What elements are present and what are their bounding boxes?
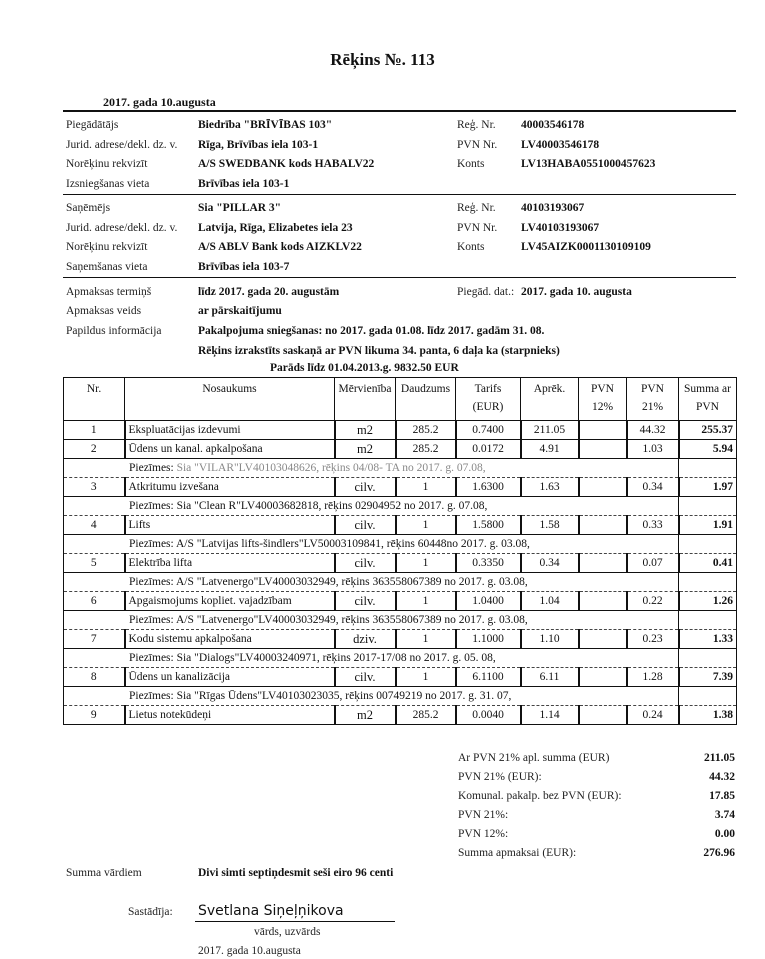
item-pvn12 (579, 630, 627, 649)
prepared-by-label: Sastādīja: (128, 906, 173, 918)
invoice-date: 2017. gada 10.augusta (103, 95, 216, 109)
item-tariff: 1.6300 (456, 478, 521, 497)
supplier-label: Piegādātājs (66, 119, 119, 131)
amount-words-value: Divi simti septiņdesmit seši eiro 96 centi (198, 867, 394, 879)
delivery-date-value: 2017. gada 10. augusta (521, 286, 632, 298)
item-tariff: 6.1100 (456, 668, 521, 687)
note-total-empty (679, 649, 737, 668)
item-calc: 1.63 (521, 478, 579, 497)
table-note-row (64, 573, 737, 592)
note-prefix: Piezīmes: (129, 651, 174, 664)
item-pvn21: 0.22 (627, 592, 679, 611)
recipient-value: Sia "PILLAR 3" (198, 202, 282, 214)
item-calc: 1.14 (521, 706, 579, 725)
table-note-row (64, 497, 737, 516)
item-pvn21: 1.03 (627, 440, 679, 459)
item-pvn12 (579, 478, 627, 497)
signature-date: 2017. gada 10.augusta (198, 945, 301, 957)
supplier-account-label: Konts (457, 158, 485, 170)
item-pvn12 (579, 592, 627, 611)
col-header-nr: Nr. (64, 378, 125, 421)
item-pvn12 (579, 668, 627, 687)
recipient-reg-label: Reģ. Nr. (457, 202, 496, 214)
signature-line (195, 921, 395, 922)
item-note (64, 573, 679, 592)
divider (63, 194, 736, 195)
item-note (64, 535, 679, 554)
col-header-name: Nosaukums (125, 378, 335, 421)
table-body (64, 421, 737, 725)
table-header-row (64, 378, 737, 421)
item-qty: 1 (396, 516, 456, 535)
note-total-empty (679, 535, 737, 554)
item-total: 1.26 (679, 592, 737, 611)
recipient-account-label: Konts (457, 241, 485, 253)
total-label: PVN 21% (EUR): (458, 771, 542, 783)
additional-info-line1: Pakalpojuma sniegšanas: no 2017. gada 01.08. līdz 2017. gadām 31. 08. (198, 325, 545, 337)
supplier-address-label: Jurid. adrese/dekl. dz. v. (66, 139, 178, 151)
item-unit: cilv. (335, 516, 396, 535)
amount-words-label: Summa vārdiem (66, 867, 142, 879)
note-prefix: Piezīmes: (129, 461, 174, 474)
item-note (64, 497, 679, 516)
item-qty: 1 (396, 554, 456, 573)
col-header-calc: Aprēk. (521, 378, 579, 421)
item-tariff: 0.3350 (456, 554, 521, 573)
item-name: Ūdens un kanalizācija (125, 668, 335, 687)
col-header-tariff: Tarifs (EUR) (456, 378, 521, 421)
item-note (64, 611, 679, 630)
note-total-empty (679, 611, 737, 630)
delivery-date-label: Piegād. dat.: (457, 286, 515, 298)
total-value: 211.05 (704, 752, 735, 764)
signature-caption: vārds, uzvārds (254, 926, 321, 938)
col-header-qty: Daudzums (396, 378, 456, 421)
item-total: 255.37 (679, 421, 737, 440)
supplier-bank-value: A/S SWEDBANK kods HABALV22 (198, 158, 375, 170)
note-total-empty (679, 459, 737, 478)
item-qty: 285.2 (396, 421, 456, 440)
total-value: 0.00 (714, 828, 735, 840)
note-text: Sia "Rīgas Ūdens"LV40103023035, rēķins 00749219 no 2017. g. 31. 07, (173, 689, 512, 702)
item-tariff: 0.0040 (456, 706, 521, 725)
table-row (64, 554, 737, 573)
item-total: 1.91 (679, 516, 737, 535)
item-tariff: 0.7400 (456, 421, 521, 440)
item-pvn21: 0.34 (627, 478, 679, 497)
recipient-reg-value: 40103193067 (521, 202, 585, 214)
item-calc: 0.34 (521, 554, 579, 573)
invoice-title: Rēķins №. 113 (330, 50, 435, 69)
item-pvn12 (579, 421, 627, 440)
item-nr: 7 (64, 630, 125, 649)
recipient-address-label: Jurid. adrese/dekl. dz. v. (66, 222, 178, 234)
item-pvn12 (579, 516, 627, 535)
item-calc: 6.11 (521, 668, 579, 687)
item-name: Lifts (125, 516, 335, 535)
item-pvn21: 0.07 (627, 554, 679, 573)
total-label: Komunal. pakalp. bez PVN (EUR): (458, 790, 622, 802)
item-tariff: 1.0400 (456, 592, 521, 611)
item-name: Apgaismojums kopliet. vajadzībam (125, 592, 335, 611)
item-total: 1.33 (679, 630, 737, 649)
note-prefix: Piezīmes: (129, 613, 174, 626)
item-name: Atkritumu izvešana (125, 478, 335, 497)
recipient-vat-value: LV40103193067 (521, 222, 600, 234)
prepared-by-name: Svetlana Siņeļņikova (198, 903, 344, 919)
item-pvn21: 1.28 (627, 668, 679, 687)
item-tariff: 1.1000 (456, 630, 521, 649)
recipient-vat-label: PVN Nr. (457, 222, 498, 234)
note-prefix: Piezīmes: (129, 575, 174, 588)
item-pvn21: 44.32 (627, 421, 679, 440)
item-name: Ūdens un kanal. apkalpošana (125, 440, 335, 459)
supplier-address-value: Rīga, Brīvības iela 103-1 (198, 139, 319, 151)
table-note-row (64, 649, 737, 668)
payment-term-label: Apmaksas termiņš (66, 286, 152, 298)
recipient-receive-place-value: Brīvības iela 103-7 (198, 261, 290, 273)
recipient-bank-value: A/S ABLV Bank kods AIZKLV22 (198, 241, 362, 253)
item-nr: 9 (64, 706, 125, 725)
invoice-items-table (63, 377, 737, 725)
item-name: Kodu sistemu apkalpošana (125, 630, 335, 649)
supplier-vat-value: LV40003546178 (521, 139, 600, 151)
item-nr: 5 (64, 554, 125, 573)
table-note-row (64, 535, 737, 554)
item-pvn12 (579, 706, 627, 725)
table-note-row (64, 687, 737, 706)
item-unit: cilv. (335, 478, 396, 497)
note-text: Sia "VILAR"LV40103048626, rēķins 04/08- TA no 2017. g. 07.08, (173, 461, 486, 474)
item-nr: 1 (64, 421, 125, 440)
item-qty: 285.2 (396, 706, 456, 725)
table-row (64, 478, 737, 497)
table-row (64, 668, 737, 687)
table-note-row (64, 459, 737, 478)
col-header-unit: Mērvienība (335, 378, 396, 421)
item-total: 0.41 (679, 554, 737, 573)
item-pvn21: 0.33 (627, 516, 679, 535)
item-unit: m2 (335, 421, 396, 440)
table-row (64, 706, 737, 725)
col-header-total: Summa ar PVN (679, 378, 737, 421)
item-pvn12 (579, 554, 627, 573)
item-qty: 1 (396, 668, 456, 687)
col-header-pvn21: PVN 21% (627, 378, 679, 421)
item-calc: 1.04 (521, 592, 579, 611)
item-calc: 1.10 (521, 630, 579, 649)
item-nr: 3 (64, 478, 125, 497)
recipient-receive-place-label: Saņemšanas vieta (66, 261, 148, 273)
item-total: 1.38 (679, 706, 737, 725)
supplier-value: Biedrība "BRĪVĪBAS 103" (198, 119, 333, 131)
item-tariff: 1.5800 (456, 516, 521, 535)
total-label: Ar PVN 21% apl. summa (EUR) (458, 752, 610, 764)
note-total-empty (679, 573, 737, 592)
item-unit: m2 (335, 440, 396, 459)
item-pvn21: 0.23 (627, 630, 679, 649)
supplier-bank-label: Norēķinu rekvizīt (66, 158, 148, 170)
item-nr: 6 (64, 592, 125, 611)
item-nr: 8 (64, 668, 125, 687)
total-label: PVN 21%: (458, 809, 509, 821)
item-qty: 285.2 (396, 440, 456, 459)
note-text: A/S "Latvenergo"LV40003032949, rēķins 363558067389 no 2017. g. 03.08, (173, 575, 528, 588)
recipient-label: Saņēmējs (66, 202, 111, 214)
payment-method-label: Apmaksas veids (66, 305, 142, 317)
item-name: Ekspluatācijas izdevumi (125, 421, 335, 440)
item-name: Lietus notekūdeņi (125, 706, 335, 725)
divider (63, 277, 736, 278)
item-unit: cilv. (335, 668, 396, 687)
note-prefix: Piezīmes: (129, 499, 174, 512)
table-row (64, 630, 737, 649)
recipient-bank-label: Norēķinu rekvizīt (66, 241, 148, 253)
note-total-empty (679, 687, 737, 706)
note-text: Sia "Clean R"LV40003682818, rēķins 02904952 no 2017. g. 07.08, (173, 499, 488, 512)
item-note (64, 459, 679, 478)
item-total: 7.39 (679, 668, 737, 687)
note-total-empty (679, 497, 737, 516)
table-note-row (64, 611, 737, 630)
supplier-vat-label: PVN Nr. (457, 139, 498, 151)
item-name: Elektrība lifta (125, 554, 335, 573)
item-unit: cilv. (335, 554, 396, 573)
item-pvn21: 0.24 (627, 706, 679, 725)
note-text: A/S "Latvijas lifts-šindlers"LV50003109841, rēķins 60448no 2017. g. 03.08, (173, 537, 530, 550)
supplier-reg-value: 40003546178 (521, 119, 585, 131)
item-pvn12 (579, 440, 627, 459)
amount-due-label: Summa apmaksai (EUR): (458, 847, 577, 859)
item-note (64, 649, 679, 668)
table-row (64, 440, 737, 459)
payment-method-value: ar pārskaitījumu (198, 305, 282, 317)
amount-due-value: 276.96 (703, 847, 735, 859)
supplier-issue-place-value: Brīvības iela 103-1 (198, 178, 290, 190)
total-label: PVN 12%: (458, 828, 509, 840)
item-calc: 4.91 (521, 440, 579, 459)
item-nr: 2 (64, 440, 125, 459)
additional-info-line2: Rēķins izrakstīts saskaņā ar PVN likuma 34. panta, 6 daļa ka (starpnieks) (198, 345, 560, 357)
item-unit: m2 (335, 706, 396, 725)
item-calc: 1.58 (521, 516, 579, 535)
item-calc: 211.05 (521, 421, 579, 440)
debt-notice: Parāds līdz 01.04.2013.g. 9832.50 EUR (270, 362, 459, 374)
table-row (64, 592, 737, 611)
note-prefix: Piezīmes: (129, 537, 174, 550)
item-qty: 1 (396, 592, 456, 611)
item-note (64, 687, 679, 706)
note-prefix: Piezīmes: (129, 689, 174, 702)
item-qty: 1 (396, 630, 456, 649)
supplier-reg-label: Reģ. Nr. (457, 119, 496, 131)
additional-info-label: Papildus informācija (66, 325, 162, 337)
item-unit: dziv. (335, 630, 396, 649)
item-tariff: 0.0172 (456, 440, 521, 459)
recipient-account-value: LV45AIZK0001130109109 (521, 241, 651, 253)
item-nr: 4 (64, 516, 125, 535)
note-text: A/S "Latvenergo"LV40003032949, rēķins 363558067389 no 2017. g. 03.08, (173, 613, 528, 626)
total-value: 17.85 (709, 790, 735, 802)
item-total: 1.97 (679, 478, 737, 497)
supplier-account-value: LV13HABA0551000457623 (521, 158, 656, 170)
note-text: Sia "Dialogs"LV40003240971, rēķins 2017-17/08 no 2017. g. 05. 08, (173, 651, 496, 664)
item-total: 5.94 (679, 440, 737, 459)
total-value: 3.74 (714, 809, 735, 821)
payment-term-value: līdz 2017. gada 20. augustām (198, 286, 340, 298)
col-header-pvn12: PVN 12% (579, 378, 627, 421)
table-row (64, 421, 737, 440)
supplier-issue-place-label: Izsniegšanas vieta (66, 178, 150, 190)
recipient-address-value: Latvija, Rīga, Elizabetes iela 23 (198, 222, 353, 234)
total-value: 44.32 (709, 771, 735, 783)
item-qty: 1 (396, 478, 456, 497)
item-unit: cilv. (335, 592, 396, 611)
table-row (64, 516, 737, 535)
divider (63, 110, 736, 112)
